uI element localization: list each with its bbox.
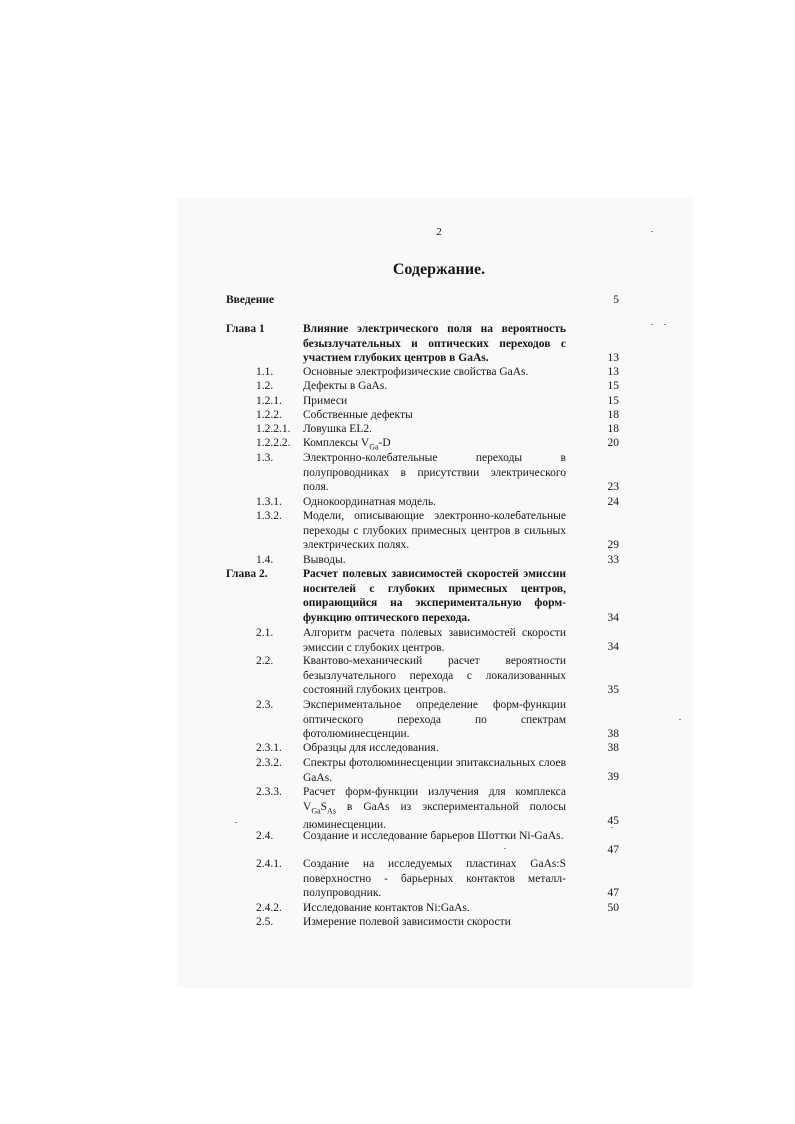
page-title: Содержание.	[392, 261, 486, 278]
formula-text: Расчет форм-функции излучения для комплекса V	[303, 786, 566, 813]
toc-page: 24	[607, 496, 619, 508]
toc-text: Алгоритм расчета полевых зависимостей скорости эмиссии с глубоких центров.	[303, 627, 566, 654]
formula-subscript: Ga	[311, 805, 321, 815]
toc-num: 1.2.	[256, 380, 274, 392]
toc-num: 2.3.	[256, 699, 274, 711]
toc-page: 38	[607, 728, 619, 740]
toc-text: Основные электрофизические свойства GaAs.	[303, 366, 529, 378]
toc-page: 29	[607, 539, 619, 551]
formula-text: -D	[378, 437, 391, 449]
toc-num: 2.4.	[256, 830, 274, 842]
toc-num: 1.4.	[256, 554, 274, 566]
intro-page: 5	[613, 294, 619, 306]
toc-text: Спектры фотолюминесценции эпитаксиальных слоев GaAs.	[303, 757, 566, 784]
toc-page: 18	[607, 409, 619, 421]
toc-num: 2.4.1.	[256, 858, 282, 870]
toc-text: Образцы для исследования.	[303, 742, 439, 754]
toc-page: 47	[607, 887, 619, 899]
formula-subscript: As	[327, 805, 336, 815]
toc-num: 1.2.1.	[256, 395, 282, 407]
toc-num: 1.3.2.	[256, 510, 282, 522]
toc-text: Электронно-колебательные переходы в полупроводниках в присутствии электрического поля.	[303, 452, 566, 493]
toc-text: Дефекты в GaAs.	[303, 380, 388, 392]
toc-page: 23	[607, 481, 619, 493]
toc-page: 18	[607, 423, 619, 435]
toc-text: Расчет полевых зависимостей скоростей эмиссии носителей с глубоких примесных центров, опирающийся на экспериментальную форм-функцию оптического перехода.	[303, 568, 566, 624]
toc-num: 2.1.	[256, 627, 274, 639]
formula-subscript: Ga	[369, 442, 379, 452]
scan-speck	[679, 719, 681, 720]
toc-text: Выводы.	[303, 554, 346, 566]
toc-text: Ловушка EL2.	[303, 423, 372, 435]
toc-text: Измерение полевой зависимости скорости	[303, 916, 511, 928]
toc-num: 2.3.2.	[256, 757, 282, 769]
toc-page: 20	[607, 437, 619, 449]
scan-speck	[664, 324, 666, 325]
toc-num: 1.2.2.	[256, 409, 282, 421]
toc-page: 39	[607, 771, 619, 783]
formula-text: S	[320, 800, 328, 813]
toc-num: 2.4.2.	[256, 902, 282, 914]
toc-page: 15	[607, 380, 619, 392]
toc-num: 2.5.	[256, 916, 274, 928]
toc-num: 2.3.3.	[256, 786, 282, 798]
toc-num: 1.3.1.	[256, 496, 282, 508]
page-number: 2	[436, 226, 442, 238]
scan-speck	[504, 848, 506, 849]
toc-text	[303, 785, 566, 833]
toc-page: 13	[607, 352, 619, 364]
toc-num: Глава 2.	[226, 568, 268, 580]
toc-text: Исследование контактов Ni:GaAs.	[303, 902, 470, 914]
formula-text: Комплексы V	[303, 437, 370, 449]
toc-num: Глава 1	[226, 323, 265, 335]
toc-page: 45	[607, 815, 619, 827]
toc-page: 33	[607, 554, 619, 566]
toc-num: 1.3.	[256, 452, 274, 464]
toc-num: 2.2.	[256, 655, 274, 667]
toc-num: 1.2.2.2.	[256, 437, 291, 449]
toc-page: 35	[607, 684, 619, 696]
toc-num: 2.3.1.	[256, 742, 282, 754]
toc-text: Создание и исследование барьеров Шоттки Ni-GaAs.	[303, 830, 564, 842]
toc-num: 1.2.2.1.	[256, 423, 291, 435]
toc-page: 34	[607, 641, 619, 653]
scan-speck	[651, 231, 653, 232]
toc-page: 13	[607, 366, 619, 378]
toc-page: 47	[607, 844, 619, 856]
toc-text: Экспериментальное определение форм-функции оптического перехода по спектрам фотолюминесценции.	[303, 699, 566, 740]
toc-page: 38	[607, 742, 619, 754]
toc-text: Влияние электрического поля на вероятность безызлучательных и оптических переходов с участием глубоких центров в GaAs.	[303, 323, 566, 364]
toc-text: Квантово-механический расчет вероятности безызлучательного перехода с локализованных состояний глубоких центров.	[303, 655, 566, 696]
toc-text: Собственные дефекты	[303, 409, 413, 421]
scan-speck	[611, 827, 613, 828]
toc-page: 15	[607, 395, 619, 407]
toc-page: 50	[607, 902, 619, 914]
toc-page: 34	[607, 612, 619, 624]
scan-speck	[651, 324, 653, 325]
intro-label: Введение	[226, 294, 275, 306]
formula-text: в GaAs из экспериментальной полосы люминесценции.	[303, 800, 566, 832]
toc-text: Создание на исследуемых пластинах GaAs:S поверхностно - барьерных контактов металл-полупроводник.	[303, 858, 566, 899]
toc-text: Модели, описывающие электронно-колебательные переходы с глубоких примесных центров в сильных электрических полях.	[303, 510, 566, 551]
scan-speck	[235, 822, 237, 823]
toc-text: Однокоординатная модель.	[303, 496, 436, 508]
toc-text: Примеси	[303, 395, 348, 407]
toc-num: 1.1.	[256, 366, 274, 378]
